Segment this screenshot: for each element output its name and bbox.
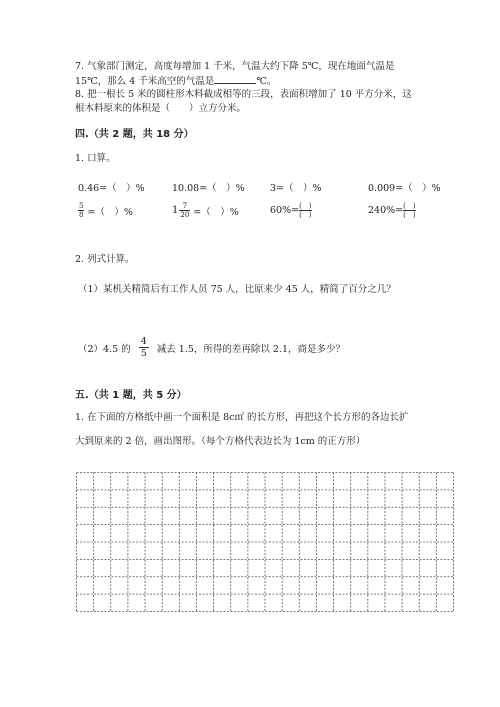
calc-row1-item2: 10.08=（ ）% [172, 183, 245, 194]
section4-q2-2: （2）4.5 的 $\frac{4}{5}$ 减去 1.5，所得的差再除以 2.1，商是多少？ [78, 336, 345, 359]
calc-row2-item2: 1 $\frac{7}{20}$ =（ ）% [172, 202, 239, 219]
grid-svg[interactable] [76, 472, 454, 612]
q8-line2: 根木料原来的体积是（ ）立方分米。 [75, 103, 247, 114]
q7-answer-blank[interactable] [214, 74, 256, 84]
percent-fraction-blank[interactable]: $\frac{( )}{( )}$ [403, 202, 416, 219]
fraction-5-8: $\frac{5}{8}$ [79, 202, 84, 219]
q8-line1: 8. 把一根长 5 米的圆柱形木料截成相等的三段，表面积增加了 10 平方分米，这 [75, 89, 412, 100]
q7-line2-text: 15℃，那么 4 千米高空的气温是 [75, 76, 215, 87]
q7-line1: 7. 气象部门测定，高度每增加 1 千米，气温大约下降 5℃，现在地面气温是 [75, 61, 395, 72]
q7-line2-unit: ℃。 [256, 76, 277, 87]
q7-line2 [75, 74, 276, 88]
section5-q1-line1: 1. 在下面的方格纸中画一个面积是 8c㎡ 的长方形，再把这个长方形的各边长扩 [75, 412, 409, 423]
calc-row1-item4: 0.009=（ ）% [368, 183, 441, 194]
section4-q1-title: 1. 口算。 [75, 153, 116, 164]
section5-title: 五.（共 1 题，共 5 分） [75, 390, 187, 401]
calc-row2-item3: 60%= $\frac{( )}{( )}$ [270, 202, 312, 219]
percent-fraction-blank[interactable]: $\frac{( )}{( )}$ [299, 202, 312, 219]
calc-row1-item3: 3=（ ）% [270, 183, 322, 194]
calc-row2-item4: 240%= $\frac{( )}{( )}$ [368, 202, 416, 219]
section4-title: 四.（共 2 题，共 18 分） [75, 129, 194, 140]
calc-row2-item1: $\frac{5}{8}$ =（ ）% [79, 202, 133, 219]
grid-paper[interactable] [76, 472, 454, 612]
fraction-4-5: $\frac{4}{5}$ [140, 336, 147, 359]
section4-q2-title: 2. 列式计算。 [75, 254, 135, 265]
calc-row1-item1: 0.46=（ ）% [78, 183, 145, 194]
section4-q2-1: （1）某机关精简后有工作人员 75 人，比原来少 45 人，精简了百分之几？ [78, 284, 396, 295]
section5-q1-line2: 大到原来的 2 倍，画出图形。（每个方格代表边长为 1cm 的正方形） [75, 436, 366, 447]
mixed-number: 1 $\frac{7}{20}$ [172, 202, 190, 219]
